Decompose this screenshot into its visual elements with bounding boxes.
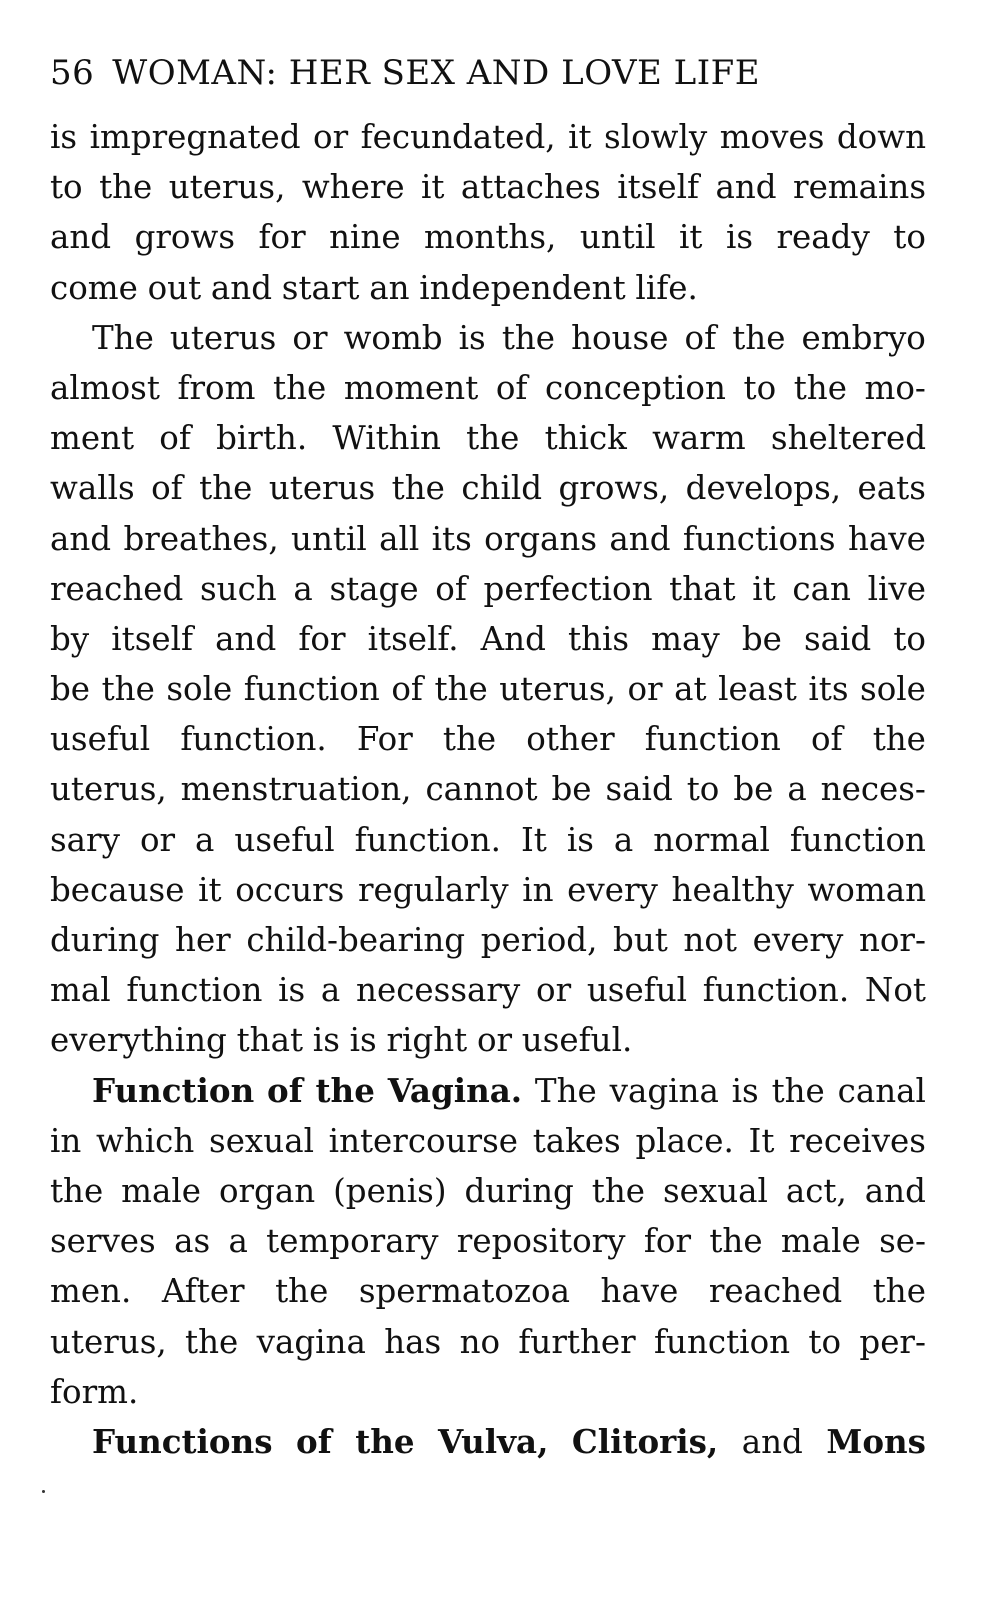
text-line: is impregnated or fecundated, it slowly moves down <box>50 118 926 156</box>
text-line: form. <box>50 1372 139 1411</box>
running-head <box>50 46 926 100</box>
book-page <box>50 46 926 1467</box>
text-line: mal function is a necessary or useful function. Not <box>50 971 926 1010</box>
text-line: by itself and for itself. And this may be said to <box>50 619 926 658</box>
text-line: almost from the moment of conception to the mo- <box>50 368 926 407</box>
text-line: and grows for nine months, until it is ready to <box>50 218 926 257</box>
text-line: Functions of the Vulva, Clitoris, and Mons <box>92 1421 926 1461</box>
text-line: because it occurs regularly in every healthy woman <box>50 870 926 909</box>
text-line: be the sole function of the uterus, or at least its sole <box>50 670 926 709</box>
print-speck <box>42 1490 45 1493</box>
text-line: The uterus or womb is the house of the embryo <box>92 318 926 357</box>
text-line: sary or a useful function. It is a normal function <box>50 820 926 859</box>
running-title: WOMAN: HER SEX AND LOVE LIFE <box>112 53 761 93</box>
text-line: uterus, the vagina has no further function to per- <box>50 1322 926 1361</box>
text-line: and breathes, until all its organs and functions have <box>50 519 926 558</box>
text-line: ment of birth. Within the thick warm sheltered <box>50 419 926 458</box>
text-line: useful function. For the other function of the <box>50 720 926 759</box>
text-line: everything that is is right or useful. <box>50 1021 633 1060</box>
text-line: Function of the Vagina. The vagina is the canal <box>92 1070 926 1110</box>
text-line: come out and start an independent life. <box>50 268 698 307</box>
text-line: the male organ (penis) during the sexual act, and <box>50 1171 926 1210</box>
text-line: serves as a temporary repository for the male se- <box>50 1222 926 1261</box>
text-line: reached such a stage of perfection that it can live <box>50 569 926 608</box>
text-line: men. After the spermatozoa have reached the <box>50 1272 926 1311</box>
text-line: in which sexual intercourse takes place. It receives <box>50 1121 926 1160</box>
text-line: during her child-bearing period, but not every nor- <box>50 921 926 959</box>
text-line: walls of the uterus the child grows, develops, eats <box>50 469 926 508</box>
text-line: uterus, menstruation, cannot be said to be a neces- <box>50 770 926 809</box>
body-text <box>50 112 926 1467</box>
page-number: 56 <box>50 53 95 93</box>
text-line: to the uterus, where it attaches itself and remains <box>50 168 926 207</box>
